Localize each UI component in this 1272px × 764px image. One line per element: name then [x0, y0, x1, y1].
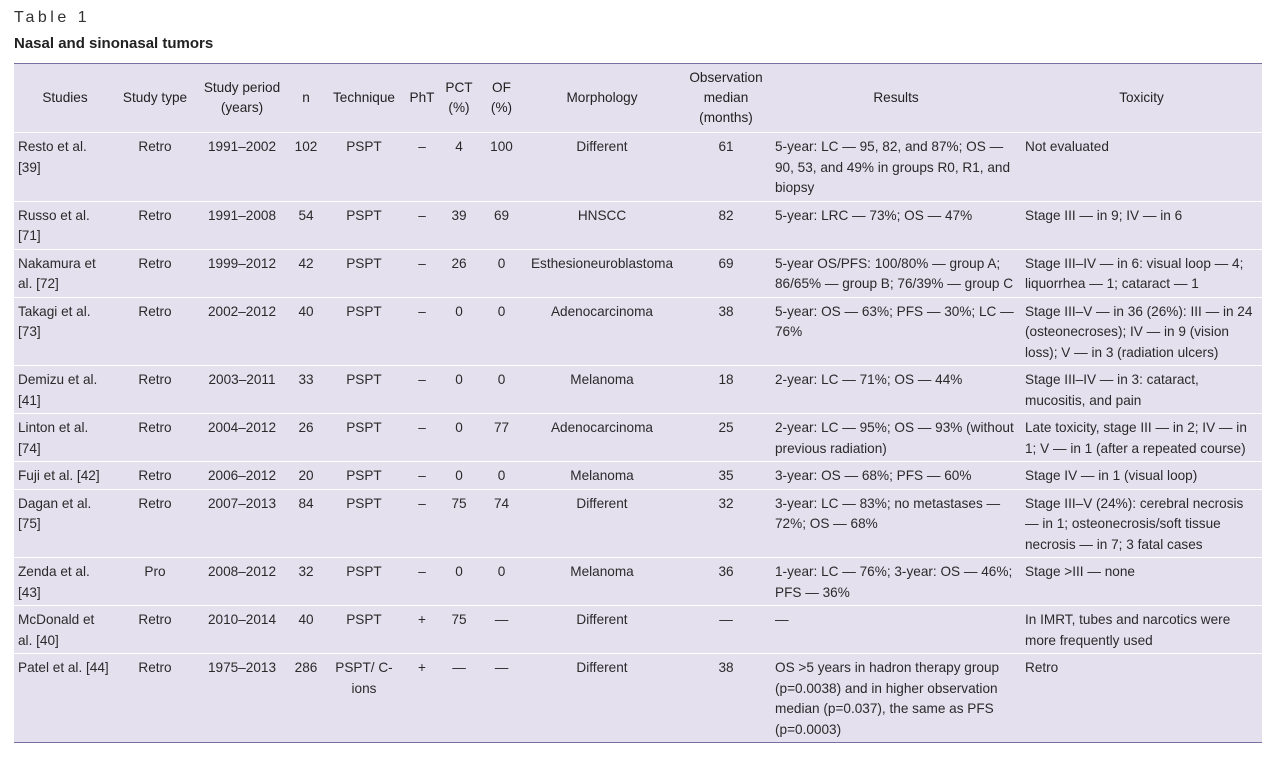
cell-results: 2-year: LC — 95%; OS — 93% (without previous radiation) — [775, 420, 1014, 456]
cell-observation-median: 61 — [718, 139, 734, 154]
header-results: Results — [873, 90, 919, 105]
cell-results: 3-year: OS — 68%; PFS — 60% — [775, 468, 972, 483]
cell-observation-median: 32 — [718, 495, 734, 511]
table-row — [14, 462, 1262, 490]
cell-pht: – — [418, 303, 426, 319]
cell-studies: Demizu et al. [41] — [18, 372, 98, 408]
cell-studies: Resto et al. [39] — [18, 139, 87, 175]
cell-observation-median: 69 — [718, 255, 734, 271]
cell-study-period: 2003–2011 — [208, 372, 276, 387]
header-observation-median: Observation median (months) — [689, 70, 763, 125]
cell-toxicity: In IMRT, tubes and narcotics were more frequently used — [1025, 612, 1231, 648]
cell-study-period: 1991–2002 — [207, 139, 277, 154]
cell-toxicity: Stage >III — none — [1025, 564, 1135, 579]
cell-results: 1-year: LC — 76%; 3-year: OS — 46%; PFS — 36% — [775, 564, 1013, 600]
cell-n: 40 — [298, 303, 314, 319]
cell-pht: – — [418, 207, 426, 223]
cell-technique: PSPT — [346, 468, 382, 483]
table-row — [14, 606, 1262, 654]
cell-morphology: Melanoma — [570, 564, 634, 579]
cell-observation-median: 38 — [718, 660, 734, 675]
cell-n: 20 — [298, 468, 314, 483]
cell-toxicity: Stage III — in 9; IV — in 6 — [1025, 207, 1183, 223]
cell-n: 286 — [294, 660, 318, 675]
cell-n: 54 — [298, 207, 314, 223]
cell-of: — — [494, 612, 509, 627]
cell-pct: 0 — [455, 372, 463, 387]
cell-of: 74 — [493, 495, 510, 511]
header-studies: Studies — [42, 90, 88, 105]
cell-study-type: Retro — [138, 372, 172, 387]
cell-pht: + — [418, 612, 426, 627]
cell-results: 3-year: LC — 83%; no metastases — 72%; OS — 68% — [775, 495, 1001, 531]
cell-morphology: Adenocarcinoma — [550, 303, 653, 319]
cell-pct: 0 — [455, 564, 463, 579]
cell-pht: – — [418, 495, 426, 511]
cell-toxicity: Not evaluated — [1025, 139, 1109, 154]
cell-study-period: 2002–2012 — [207, 303, 277, 319]
header-technique: Technique — [333, 90, 395, 105]
table-row — [14, 414, 1262, 462]
cell-observation-median: 36 — [718, 564, 734, 579]
cell-of: 0 — [497, 303, 506, 319]
cell-study-period: 2004–2012 — [207, 420, 277, 435]
cell-n: 40 — [298, 612, 314, 627]
cell-study-type: Retro — [138, 139, 172, 154]
cell-study-period: 1975–2013 — [207, 660, 277, 675]
header-study-type: Study type — [122, 90, 188, 105]
cell-n: 32 — [298, 564, 314, 579]
cell-toxicity: Stage IV — in 1 (visual loop) — [1025, 468, 1198, 483]
cell-of: 0 — [497, 372, 506, 387]
cell-of: 0 — [497, 468, 506, 483]
cell-pct: 4 — [455, 139, 463, 154]
cell-pct: 0 — [455, 420, 463, 435]
header-pct: PCT (%) — [445, 80, 473, 115]
cell-morphology: Different — [576, 612, 628, 627]
cell-morphology: Different — [576, 495, 628, 511]
cell-pht: – — [418, 420, 426, 435]
cell-study-period: 2008–2012 — [207, 564, 277, 579]
tumors-table — [14, 63, 1262, 743]
cell-technique: PSPT — [346, 612, 382, 627]
cell-study-type: Retro — [138, 420, 172, 435]
cell-studies: Russo et al. [71] — [18, 207, 90, 243]
cell-study-type: Pro — [144, 564, 166, 579]
cell-study-type: Retro — [138, 255, 172, 271]
cell-toxicity: Retro — [1025, 660, 1059, 675]
cell-pht: – — [418, 255, 426, 271]
cell-pct: 39 — [451, 207, 467, 223]
cell-studies: Zenda et al. [43] — [18, 564, 90, 600]
table-row — [14, 133, 1262, 202]
cell-studies: Linton et al. [74] — [18, 420, 89, 456]
cell-technique: PSPT — [346, 372, 382, 387]
cell-results: 5-year: LRC — 73%; OS — 47% — [775, 207, 973, 223]
cell-results: 5-year: LC — 95, 82, and 87%; OS — 90, 53, and 49% in groups R0, R1, and biopsy — [775, 139, 1011, 195]
table-title: Nasal and sinonasal tumors — [14, 35, 214, 52]
cell-technique: PSPT — [346, 495, 382, 511]
table-row — [14, 297, 1262, 366]
cell-morphology: Melanoma — [570, 372, 634, 387]
header-study-period: Study period (years) — [203, 80, 281, 115]
table-row — [14, 249, 1262, 297]
cell-results: OS >5 years in hadron therapy group (p=0.0038) and in higher observation median (p=0.037), the same as PFS (p=0.0003) — [775, 660, 1000, 737]
cell-morphology: Melanoma — [570, 468, 634, 483]
header-toxicity: Toxicity — [1119, 90, 1164, 105]
cell-of: 69 — [493, 207, 510, 223]
cell-pct: 26 — [451, 255, 467, 271]
cell-toxicity: Stage III–V (24%): cerebral necrosis — in 1; osteonecrosis/soft tissue necrosis — in 7; 3 fatal cases — [1025, 495, 1244, 552]
cell-study-period: 2007–2013 — [207, 495, 277, 511]
cell-study-period: 1999–2012 — [207, 255, 277, 271]
cell-pht: – — [418, 372, 426, 387]
cell-observation-median: — — [719, 612, 733, 627]
cell-results: 5-year: OS — 63%; PFS — 30%; LC — 76% — [775, 303, 1014, 339]
cell-pct: — — [452, 660, 466, 675]
cell-observation-median: 18 — [718, 372, 734, 387]
cell-n: 26 — [298, 420, 314, 435]
cell-technique: PSPT — [346, 303, 382, 319]
cell-study-period: 2010–2014 — [207, 612, 277, 627]
cell-study-period: 1991–2008 — [207, 207, 277, 223]
header-pht: PhT — [409, 90, 435, 105]
cell-of: — — [494, 660, 509, 675]
cell-pht: + — [418, 660, 426, 675]
cell-studies: McDonald et al. [40] — [18, 612, 95, 648]
cell-of: 100 — [490, 139, 513, 154]
table-label: Table 1 — [14, 9, 91, 26]
cell-study-period: 2006–2012 — [207, 468, 277, 483]
cell-technique: PSPT — [346, 564, 382, 579]
cell-morphology: Different — [576, 139, 628, 154]
cell-n: 42 — [298, 255, 314, 271]
cell-morphology: Adenocarcinoma — [550, 420, 653, 435]
table-row — [14, 201, 1262, 249]
cell-technique: PSPT — [346, 207, 382, 223]
cell-toxicity: Late toxicity, stage III — in 2; IV — in 1; V — in 1 (after a repeated course) — [1025, 420, 1247, 456]
cell-technique: PSPT — [346, 255, 382, 271]
cell-morphology: HNSCC — [577, 207, 627, 223]
cell-toxicity: Stage III–IV — in 6: visual loop — 4; liquorrhea — 1; cataract — 1 — [1025, 255, 1244, 291]
cell-observation-median: 35 — [718, 468, 734, 483]
table-row — [14, 654, 1262, 743]
cell-toxicity: Stage III–IV — in 3: cataract, mucositis, and pain — [1025, 372, 1199, 408]
cell-pct: 0 — [455, 303, 463, 319]
cell-study-type: Retro — [138, 303, 172, 319]
cell-observation-median: 38 — [718, 303, 734, 319]
cell-studies: Fuji et al. [42] — [18, 468, 100, 483]
cell-of: 0 — [497, 255, 506, 271]
cell-pct: 75 — [451, 612, 467, 627]
cell-of: 0 — [497, 564, 506, 579]
header-of: OF (%) — [490, 80, 513, 115]
cell-studies: Dagan et al. [75] — [18, 495, 92, 531]
cell-pht: – — [418, 564, 426, 579]
table-row — [14, 558, 1262, 606]
cell-study-type: Retro — [138, 495, 172, 511]
cell-n: 84 — [298, 495, 314, 511]
table-body — [14, 133, 1262, 743]
header-n: n — [302, 90, 310, 105]
cell-n: 102 — [294, 139, 318, 154]
cell-technique: PSPT — [346, 420, 382, 435]
cell-study-type: Retro — [138, 612, 172, 627]
cell-pht: – — [418, 139, 426, 154]
cell-results: 2-year: LC — 71%; OS — 44% — [775, 372, 963, 387]
cell-n: 33 — [298, 372, 314, 387]
cell-pct: 0 — [455, 468, 463, 483]
cell-study-type: Retro — [138, 660, 172, 675]
cell-results: — — [775, 612, 789, 627]
cell-of: 77 — [493, 420, 510, 435]
cell-results: 5-year OS/PFS: 100/80% — group A; 86/65% — group B; 76/39% — group C — [775, 255, 1014, 291]
cell-pht: – — [418, 468, 426, 483]
cell-observation-median: 82 — [718, 207, 734, 223]
cell-pct: 75 — [451, 495, 467, 511]
cell-observation-median: 25 — [718, 420, 734, 435]
cell-technique: PSPT — [346, 139, 382, 154]
cell-study-type: Retro — [138, 207, 172, 223]
cell-studies: Patel et al. [44] — [18, 660, 109, 675]
cell-studies: Takagi et al. [73] — [18, 303, 91, 339]
header-morphology: Morphology — [566, 90, 638, 105]
cell-studies: Nakamura et al. [72] — [18, 255, 96, 291]
header-row — [14, 64, 1262, 133]
cell-morphology: Esthesioneuroblastoma — [530, 255, 674, 271]
cell-morphology: Different — [576, 660, 628, 675]
cell-study-type: Retro — [138, 468, 172, 483]
cell-toxicity: Stage III–V — in 36 (26%): III — in 24 (osteonecroses); IV — in 9 (vision loss); V — in 3 (radiation ulcers) — [1025, 303, 1253, 360]
table-row — [14, 366, 1262, 414]
cell-technique: PSPT/ C-ions — [335, 660, 393, 696]
table-row — [14, 489, 1262, 558]
